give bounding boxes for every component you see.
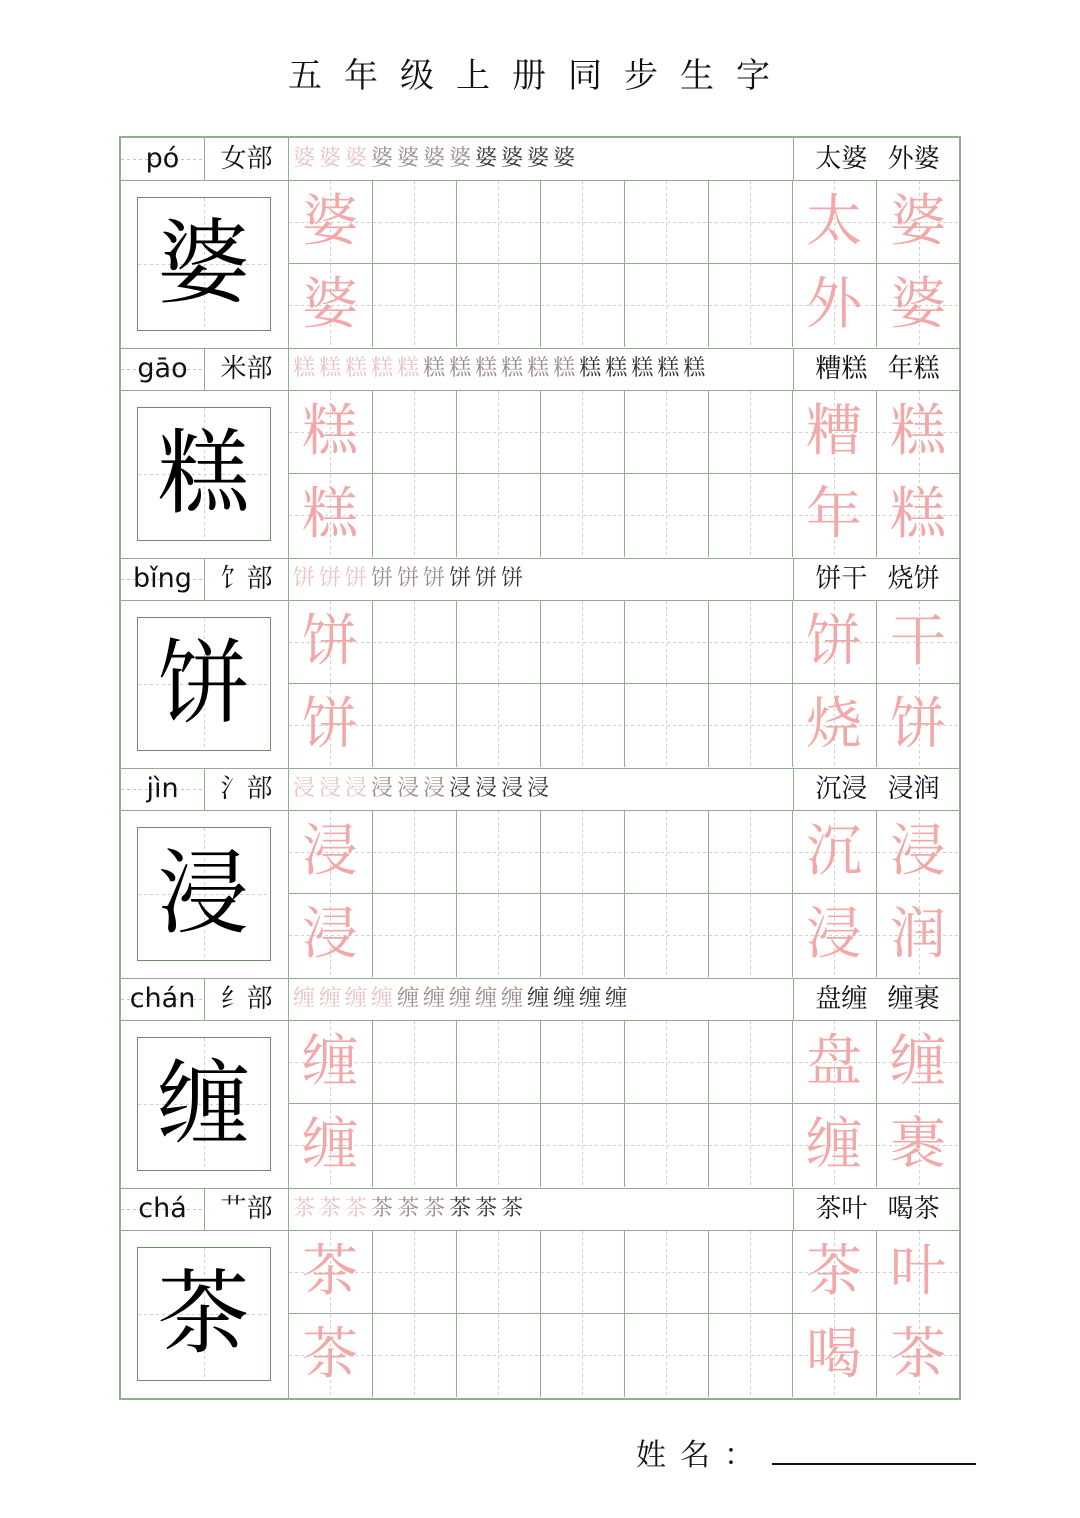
practice-cell[interactable] xyxy=(541,811,625,894)
stroke-step: 茶 xyxy=(319,1196,344,1221)
practice-cell[interactable] xyxy=(373,1314,457,1397)
word-trace-char: 润 xyxy=(890,902,946,967)
practice-cell[interactable] xyxy=(625,1104,709,1187)
practice-cell[interactable] xyxy=(289,264,373,347)
stroke-step: 缠 xyxy=(475,986,500,1011)
trace-char: 糕 xyxy=(302,399,358,464)
model-char-box xyxy=(137,407,271,541)
stroke-step: 婆 xyxy=(345,146,370,171)
stroke-step: 浸 xyxy=(501,776,526,801)
stroke-step: 茶 xyxy=(449,1196,474,1221)
stroke-step: 婆 xyxy=(449,146,474,171)
practice-cell[interactable] xyxy=(541,894,625,977)
practice-sheet xyxy=(119,136,961,1400)
practice-cell[interactable] xyxy=(457,601,541,684)
radical-label: 氵部 xyxy=(205,768,289,810)
stroke-step: 糕 xyxy=(449,356,474,381)
stroke-step: 饼 xyxy=(501,566,526,591)
stroke-step: 缠 xyxy=(345,986,370,1011)
stroke-step: 糕 xyxy=(631,356,656,381)
practice-cell[interactable] xyxy=(709,1314,793,1397)
practice-cell[interactable] xyxy=(289,391,373,474)
model-char-box xyxy=(137,1037,271,1171)
word-examples: 糟糕 年糕 xyxy=(793,348,961,390)
stroke-step: 茶 xyxy=(345,1196,370,1221)
stroke-step: 浸 xyxy=(319,776,344,801)
practice-cell[interactable] xyxy=(457,264,541,347)
word-trace-cell[interactable] xyxy=(793,811,877,894)
word-trace-cell[interactable] xyxy=(877,1231,961,1314)
word-trace-char: 缠 xyxy=(890,1029,946,1094)
char-block xyxy=(121,978,961,1189)
word-trace-char: 年 xyxy=(806,482,862,547)
practice-cell[interactable] xyxy=(289,894,373,977)
practice-cell[interactable] xyxy=(289,181,373,264)
practice-cell[interactable] xyxy=(625,811,709,894)
stroke-step: 糕 xyxy=(579,356,604,381)
model-char-box xyxy=(137,197,271,331)
word-trace-cell[interactable] xyxy=(793,1231,877,1314)
stroke-step: 饼 xyxy=(449,566,474,591)
practice-cell[interactable] xyxy=(709,1231,793,1314)
trace-char: 糕 xyxy=(302,482,358,547)
practice-cell[interactable] xyxy=(541,391,625,474)
stroke-step: 饼 xyxy=(423,566,448,591)
word-trace-cell[interactable] xyxy=(793,264,877,347)
word-trace-cell[interactable] xyxy=(877,474,961,557)
trace-char: 浸 xyxy=(302,902,358,967)
stroke-step: 婆 xyxy=(371,146,396,171)
stroke-step: 浸 xyxy=(527,776,552,801)
pinyin-label: chá xyxy=(121,1188,205,1230)
stroke-step: 饼 xyxy=(319,566,344,591)
practice-cell[interactable] xyxy=(457,474,541,557)
trace-char: 缠 xyxy=(302,1112,358,1177)
name-field[interactable] xyxy=(636,1430,976,1480)
practice-cell[interactable] xyxy=(457,1104,541,1187)
stroke-step: 糕 xyxy=(501,356,526,381)
practice-cell[interactable] xyxy=(625,391,709,474)
stroke-step: 糕 xyxy=(345,356,370,381)
practice-cell[interactable] xyxy=(373,1231,457,1314)
stroke-step: 糕 xyxy=(475,356,500,381)
practice-cell[interactable] xyxy=(709,1104,793,1187)
practice-cell[interactable] xyxy=(541,1231,625,1314)
practice-cell[interactable] xyxy=(625,264,709,347)
trace-char: 浸 xyxy=(302,819,358,884)
practice-cell[interactable] xyxy=(457,391,541,474)
practice-cell[interactable] xyxy=(625,1021,709,1104)
word-trace-cell[interactable] xyxy=(877,601,961,684)
stroke-step: 婆 xyxy=(475,146,500,171)
char-block xyxy=(121,558,961,769)
word-trace-char: 缠 xyxy=(806,1112,862,1177)
radical-label: 饣部 xyxy=(205,558,289,600)
stroke-order-sequence xyxy=(293,138,793,180)
practice-cell[interactable] xyxy=(289,684,373,767)
pinyin-label: gāo xyxy=(121,348,205,390)
stroke-step: 缠 xyxy=(579,986,604,1011)
word-trace-cell[interactable] xyxy=(793,894,877,977)
stroke-step: 缠 xyxy=(449,986,474,1011)
trace-char: 茶 xyxy=(302,1322,358,1387)
practice-cell[interactable] xyxy=(625,684,709,767)
practice-cell[interactable] xyxy=(373,684,457,767)
stroke-step: 糕 xyxy=(605,356,630,381)
stroke-step: 浸 xyxy=(397,776,422,801)
practice-cell[interactable] xyxy=(373,811,457,894)
practice-cell[interactable] xyxy=(625,181,709,264)
stroke-step: 浸 xyxy=(449,776,474,801)
char-block xyxy=(121,768,961,979)
practice-cell[interactable] xyxy=(625,474,709,557)
practice-cell[interactable] xyxy=(709,181,793,264)
model-char-cell xyxy=(121,391,289,558)
trace-char: 饼 xyxy=(302,692,358,757)
practice-cell[interactable] xyxy=(709,474,793,557)
stroke-step: 婆 xyxy=(319,146,344,171)
radical-label: 纟部 xyxy=(205,978,289,1020)
stroke-step: 缠 xyxy=(553,986,578,1011)
stroke-step: 糕 xyxy=(319,356,344,381)
stroke-step: 饼 xyxy=(475,566,500,591)
model-char-box xyxy=(137,617,271,751)
model-char-cell xyxy=(121,601,289,768)
word-trace-char: 婆 xyxy=(890,189,946,254)
practice-cell[interactable] xyxy=(541,1104,625,1187)
model-char-cell xyxy=(121,811,289,978)
practice-cell[interactable] xyxy=(457,1314,541,1397)
practice-cell[interactable] xyxy=(289,1314,373,1397)
stroke-step: 糕 xyxy=(397,356,422,381)
stroke-step: 婆 xyxy=(527,146,552,171)
word-trace-cell[interactable] xyxy=(793,1314,877,1397)
stroke-step: 饼 xyxy=(345,566,370,591)
practice-cell[interactable] xyxy=(373,474,457,557)
practice-cell[interactable] xyxy=(625,1314,709,1397)
practice-cell[interactable] xyxy=(541,264,625,347)
char-block xyxy=(121,348,961,559)
practice-cell[interactable] xyxy=(289,474,373,557)
model-char-cell xyxy=(121,1231,289,1398)
word-trace-cell[interactable] xyxy=(793,684,877,767)
stroke-step: 浸 xyxy=(475,776,500,801)
practice-cell[interactable] xyxy=(289,811,373,894)
stroke-step: 茶 xyxy=(397,1196,422,1221)
char-header xyxy=(121,768,961,811)
trace-char: 饼 xyxy=(302,609,358,674)
stroke-step: 糕 xyxy=(293,356,318,381)
word-trace-cell[interactable] xyxy=(877,684,961,767)
practice-cell[interactable] xyxy=(709,684,793,767)
word-trace-char: 饼 xyxy=(890,692,946,757)
practice-cell[interactable] xyxy=(457,684,541,767)
word-trace-char: 干 xyxy=(890,609,946,674)
practice-cell[interactable] xyxy=(709,811,793,894)
model-char: 饼 xyxy=(157,630,250,737)
char-header xyxy=(121,558,961,601)
word-trace-cell[interactable] xyxy=(877,391,961,474)
stroke-step: 饼 xyxy=(371,566,396,591)
char-header xyxy=(121,348,961,391)
word-trace-char: 糟 xyxy=(806,399,862,464)
stroke-order-sequence xyxy=(293,978,793,1020)
char-block xyxy=(121,138,961,349)
stroke-step: 糕 xyxy=(527,356,552,381)
stroke-step: 浸 xyxy=(371,776,396,801)
stroke-step: 茶 xyxy=(371,1196,396,1221)
word-trace-char: 盘 xyxy=(806,1029,862,1094)
char-header xyxy=(121,138,961,181)
practice-cell[interactable] xyxy=(541,601,625,684)
char-header xyxy=(121,978,961,1021)
word-trace-cell[interactable] xyxy=(877,811,961,894)
stroke-step: 糕 xyxy=(683,356,708,381)
practice-cell[interactable] xyxy=(289,1231,373,1314)
stroke-step: 糕 xyxy=(423,356,448,381)
word-examples: 茶叶 喝茶 xyxy=(793,1188,961,1230)
practice-cell[interactable] xyxy=(373,391,457,474)
practice-cell[interactable] xyxy=(709,601,793,684)
practice-cell[interactable] xyxy=(541,181,625,264)
stroke-order-sequence xyxy=(293,558,793,600)
word-trace-char: 婆 xyxy=(890,272,946,337)
practice-cell[interactable] xyxy=(373,894,457,977)
stroke-step: 缠 xyxy=(527,986,552,1011)
word-trace-char: 喝 xyxy=(806,1322,862,1387)
radical-label: 米部 xyxy=(205,348,289,390)
stroke-step: 糕 xyxy=(371,356,396,381)
stroke-step: 婆 xyxy=(293,146,318,171)
practice-cell[interactable] xyxy=(625,601,709,684)
word-trace-char: 糕 xyxy=(890,399,946,464)
name-label: 姓名： xyxy=(636,1438,768,1473)
practice-cell[interactable] xyxy=(625,894,709,977)
stroke-step: 缠 xyxy=(293,986,318,1011)
word-examples: 太婆 外婆 xyxy=(793,138,961,180)
practice-cell[interactable] xyxy=(541,1021,625,1104)
word-trace-cell[interactable] xyxy=(877,181,961,264)
model-char-cell xyxy=(121,181,289,348)
stroke-step: 茶 xyxy=(475,1196,500,1221)
trace-char: 缠 xyxy=(302,1029,358,1094)
stroke-step: 饼 xyxy=(293,566,318,591)
word-trace-cell[interactable] xyxy=(877,1314,961,1397)
word-trace-cell[interactable] xyxy=(877,1021,961,1104)
model-char: 缠 xyxy=(157,1050,250,1157)
word-trace-cell[interactable] xyxy=(793,1021,877,1104)
stroke-order-sequence xyxy=(293,768,793,810)
char-header xyxy=(121,1188,961,1231)
word-trace-char: 叶 xyxy=(890,1239,946,1304)
practice-cell[interactable] xyxy=(373,181,457,264)
stroke-step: 婆 xyxy=(501,146,526,171)
model-char: 茶 xyxy=(157,1260,250,1367)
word-trace-cell[interactable] xyxy=(877,1104,961,1187)
word-trace-cell[interactable] xyxy=(793,474,877,557)
practice-cell[interactable] xyxy=(541,684,625,767)
stroke-step: 婆 xyxy=(423,146,448,171)
word-trace-cell[interactable] xyxy=(793,391,877,474)
practice-cell[interactable] xyxy=(625,1231,709,1314)
pinyin-label: pó xyxy=(121,138,205,180)
practice-cell[interactable] xyxy=(373,264,457,347)
practice-cell[interactable] xyxy=(373,601,457,684)
word-trace-cell[interactable] xyxy=(877,894,961,977)
stroke-step: 婆 xyxy=(397,146,422,171)
word-trace-cell[interactable] xyxy=(877,264,961,347)
trace-char: 茶 xyxy=(302,1239,358,1304)
radical-label: 女部 xyxy=(205,138,289,180)
char-block xyxy=(121,1188,961,1398)
word-examples: 盘缠 缠裹 xyxy=(793,978,961,1020)
practice-cell[interactable] xyxy=(457,181,541,264)
stroke-step: 缠 xyxy=(319,986,344,1011)
word-trace-char: 浸 xyxy=(890,819,946,884)
stroke-step: 浸 xyxy=(345,776,370,801)
practice-cell[interactable] xyxy=(289,601,373,684)
name-input-line[interactable] xyxy=(772,1439,976,1465)
practice-cell[interactable] xyxy=(457,1231,541,1314)
word-trace-char: 茶 xyxy=(890,1322,946,1387)
stroke-step: 饼 xyxy=(397,566,422,591)
pinyin-label: bǐng xyxy=(121,558,205,600)
practice-cell[interactable] xyxy=(373,1104,457,1187)
word-trace-cell[interactable] xyxy=(793,1104,877,1187)
stroke-step: 缠 xyxy=(371,986,396,1011)
word-examples: 沉浸 浸润 xyxy=(793,768,961,810)
model-char-box xyxy=(137,1247,271,1381)
word-trace-char: 浸 xyxy=(806,902,862,967)
page-title: 五年级上册同步生字 xyxy=(288,56,792,96)
stroke-step: 缠 xyxy=(501,986,526,1011)
stroke-step: 浸 xyxy=(293,776,318,801)
practice-cell[interactable] xyxy=(457,1021,541,1104)
word-trace-char: 沉 xyxy=(806,819,862,884)
word-trace-cell[interactable] xyxy=(793,181,877,264)
stroke-step: 茶 xyxy=(293,1196,318,1221)
word-trace-char: 糕 xyxy=(890,482,946,547)
stroke-step: 糕 xyxy=(657,356,682,381)
word-trace-char: 饼 xyxy=(806,609,862,674)
practice-cell[interactable] xyxy=(289,1021,373,1104)
trace-char: 婆 xyxy=(302,189,358,254)
word-trace-char: 外 xyxy=(806,272,862,337)
model-char: 浸 xyxy=(157,840,250,947)
practice-cell[interactable] xyxy=(457,894,541,977)
word-trace-char: 烧 xyxy=(806,692,862,757)
practice-cell[interactable] xyxy=(709,894,793,977)
practice-cell[interactable] xyxy=(709,264,793,347)
practice-cell[interactable] xyxy=(289,1104,373,1187)
word-trace-char: 裹 xyxy=(890,1112,946,1177)
practice-cell[interactable] xyxy=(457,811,541,894)
word-examples: 饼干 烧饼 xyxy=(793,558,961,600)
stroke-step: 茶 xyxy=(501,1196,526,1221)
trace-char: 婆 xyxy=(302,272,358,337)
stroke-step: 茶 xyxy=(423,1196,448,1221)
model-char-box xyxy=(137,827,271,961)
practice-cell[interactable] xyxy=(541,1314,625,1397)
model-char: 糕 xyxy=(157,420,250,527)
stroke-step: 糕 xyxy=(553,356,578,381)
model-char: 婆 xyxy=(157,210,250,317)
stroke-step: 缠 xyxy=(423,986,448,1011)
stroke-step: 缠 xyxy=(397,986,422,1011)
stroke-step: 浸 xyxy=(423,776,448,801)
stroke-step: 婆 xyxy=(553,146,578,171)
stroke-order-sequence xyxy=(293,1188,793,1230)
word-trace-cell[interactable] xyxy=(793,601,877,684)
stroke-step: 缠 xyxy=(605,986,630,1011)
practice-cell[interactable] xyxy=(373,1021,457,1104)
pinyin-label: jìn xyxy=(121,768,205,810)
radical-label: 艹部 xyxy=(205,1188,289,1230)
practice-cell[interactable] xyxy=(541,474,625,557)
word-trace-char: 茶 xyxy=(806,1239,862,1304)
model-char-cell xyxy=(121,1021,289,1188)
pinyin-label: chán xyxy=(121,978,205,1020)
practice-cell[interactable] xyxy=(709,1021,793,1104)
practice-cell[interactable] xyxy=(709,391,793,474)
word-trace-char: 太 xyxy=(806,189,862,254)
stroke-order-sequence xyxy=(293,348,793,390)
